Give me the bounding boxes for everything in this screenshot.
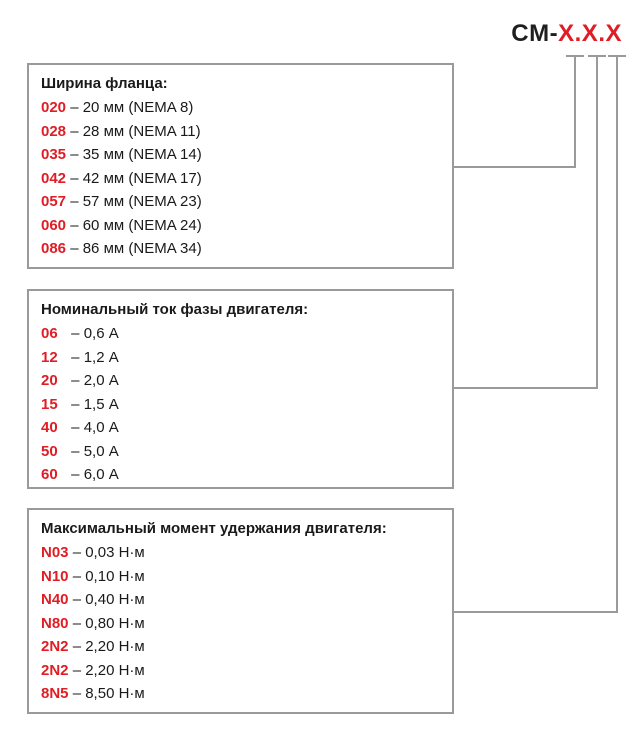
option-code: 60 [41, 466, 58, 483]
option-dash: – [67, 442, 84, 460]
option-dash: – [67, 372, 84, 389]
option-dash: – [66, 146, 83, 163]
list-item [41, 237, 440, 261]
option-dash: – [68, 591, 86, 608]
option-dash: – [68, 638, 86, 655]
option-code: N40 [41, 591, 69, 608]
option-code: 020 [41, 99, 67, 116]
option-value: 20 мм (NEMA 8) [82, 99, 194, 116]
option-dash: – [67, 348, 84, 366]
connector-flange [454, 62, 575, 167]
list-item [41, 393, 440, 417]
option-value: 4,0 А [83, 419, 119, 436]
model-code-placeholder-current: X [581, 20, 599, 47]
option-dash: – [66, 122, 83, 140]
list-item [41, 190, 440, 214]
option-value: 1,2 А [83, 348, 119, 366]
list-item [41, 588, 440, 612]
model-code-separator: . [574, 20, 582, 47]
option-dash: – [68, 614, 86, 632]
option-code: 15 [41, 395, 58, 413]
list-item [41, 120, 440, 144]
list-item [41, 659, 440, 683]
option-value: 28 мм (NEMA 11) [82, 122, 201, 140]
list-item [41, 214, 440, 238]
option-dash: – [66, 240, 83, 257]
option-value: 2,20 Н·м [85, 638, 145, 655]
option-dash: – [66, 193, 83, 210]
option-value: 8,50 Н·м [85, 685, 145, 702]
option-value: 6,0 А [83, 466, 119, 483]
list-item [41, 167, 440, 191]
option-value: 1,5 А [83, 395, 119, 413]
option-value: 5,0 А [83, 442, 119, 460]
option-code: 057 [41, 193, 67, 210]
option-value: 57 мм (NEMA 23) [82, 193, 202, 210]
option-value: 86 мм (NEMA 34) [82, 240, 202, 257]
list-item [41, 541, 440, 565]
list-item [41, 463, 440, 487]
option-value: 0,40 Н·м [85, 591, 145, 608]
list-item [41, 612, 440, 636]
option-code: 40 [41, 419, 58, 436]
option-code: 8N5 [41, 685, 69, 702]
list-item [41, 346, 440, 370]
option-code: 060 [41, 216, 67, 234]
list-item [41, 440, 440, 464]
option-value: 35 мм (NEMA 14) [82, 146, 202, 163]
option-code: 50 [41, 442, 58, 460]
option-code: 042 [41, 169, 67, 187]
option-dash: – [67, 419, 84, 436]
option-code: 06 [41, 325, 58, 342]
option-code: 035 [41, 146, 67, 163]
list-item [41, 369, 440, 393]
option-code: 2N2 [41, 638, 69, 655]
list-item [41, 143, 440, 167]
option-dash: – [67, 325, 84, 342]
list-item [41, 682, 440, 706]
option-code: N80 [41, 614, 69, 632]
option-value: 0,03 Н·м [85, 544, 145, 561]
option-dash: – [67, 395, 84, 413]
option-code: 2N2 [41, 661, 69, 679]
list-item [41, 635, 440, 659]
option-dash: – [68, 661, 86, 679]
model-code-separator: . [598, 20, 606, 47]
option-dash: – [66, 169, 83, 187]
connector-tick-current [588, 56, 606, 62]
list-item [41, 322, 440, 346]
list-item [41, 416, 440, 440]
flange-width-title: Ширина фланца: [41, 75, 168, 92]
option-code: N03 [41, 544, 69, 561]
holding-torque-title: Максимальный момент удержания двигателя: [41, 520, 387, 537]
model-code-placeholder-torque: X [605, 20, 622, 47]
option-dash: – [68, 685, 86, 702]
model-code-placeholder-flange: X [558, 20, 575, 47]
option-value: 2,0 А [83, 372, 119, 389]
connector-torque [454, 62, 617, 612]
option-dash: – [68, 544, 86, 561]
holding-torque-box [27, 508, 454, 714]
option-dash: – [66, 99, 83, 116]
option-dash: – [68, 567, 86, 585]
option-dash: – [66, 216, 83, 234]
option-code: 086 [41, 240, 67, 257]
connector-tick-flange [566, 56, 584, 62]
flange-width-box [27, 63, 454, 269]
option-dash: – [67, 466, 84, 483]
option-value: 42 мм (NEMA 17) [82, 169, 202, 187]
option-value: 0,10 Н·м [85, 567, 145, 585]
option-value: 0,6 А [83, 325, 119, 342]
option-code: N10 [41, 567, 69, 585]
model-code-prefix: CM- [511, 20, 559, 47]
rated-current-box [27, 289, 454, 489]
option-value: 2,20 Н·м [85, 661, 145, 679]
option-value: 60 мм (NEMA 24) [82, 216, 202, 234]
list-item [41, 96, 440, 120]
option-code: 028 [41, 122, 67, 140]
option-value: 0,80 Н·м [85, 614, 145, 632]
rated-current-title: Номинальный ток фазы двигателя: [41, 301, 309, 318]
connector-tick-torque [608, 56, 626, 62]
option-code: 20 [41, 372, 58, 389]
option-code: 12 [41, 348, 58, 366]
list-item [41, 565, 440, 589]
